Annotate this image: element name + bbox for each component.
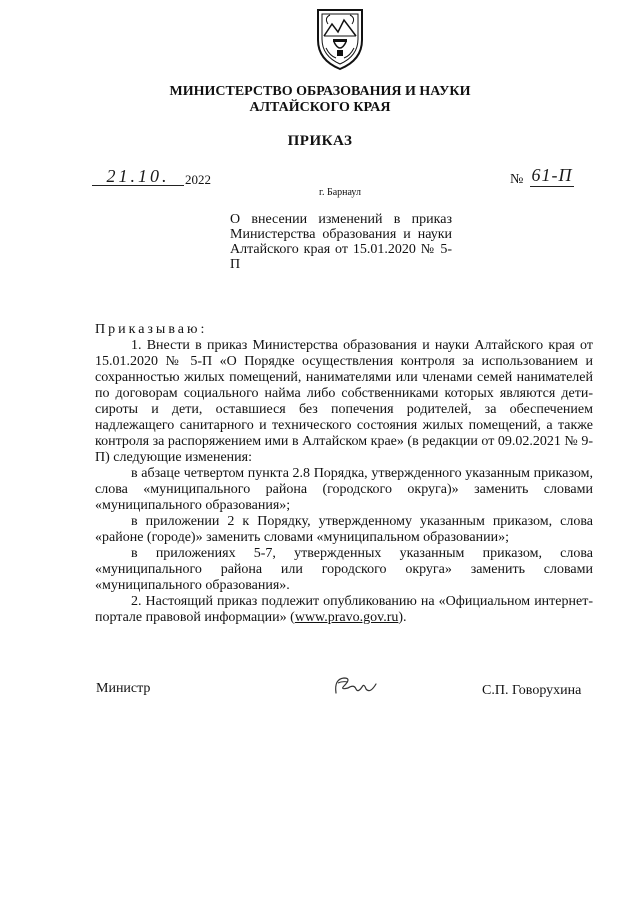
paragraph-2: в абзаце четвертом пункта 2.8 Порядка, утвержденного указанным приказом, слова «муниципального района (городского округа)» заменить словами «муниципального образования»; xyxy=(95,466,593,513)
paragraph-5-end: ). xyxy=(398,610,407,625)
handwritten-order-number: 61-П xyxy=(531,165,573,185)
order-body xyxy=(95,338,593,626)
handwritten-date: 21.10. xyxy=(92,167,184,186)
signer-title: Министр xyxy=(96,681,151,696)
preamble: Приказываю: xyxy=(95,322,208,337)
signer-name: С.П. Говорухина xyxy=(482,683,582,698)
paragraph-5-text: 2. Настоящий приказ подлежит опубликованию на «Официальном интернет-портале правовой информации» ( xyxy=(95,594,593,625)
handwritten-signature-icon xyxy=(330,673,380,699)
paragraph-5 xyxy=(95,594,593,626)
order-subject: О внесении изменений в приказ Министерства образования и науки Алтайского края от 15.01.2020 № 5-П xyxy=(230,212,452,272)
date-year: 2022 xyxy=(185,172,211,187)
ministry-name-line1: МИНИСТЕРСТВО ОБРАЗОВАНИЯ И НАУКИ xyxy=(169,84,471,99)
pravo-gov-link[interactable]: www.pravo.gov.ru xyxy=(294,610,399,625)
paragraph-3: в приложении 2 к Порядку, утвержденному указанным приказом, слова «районе (городе)» заменить словами «муниципальном образовании»; xyxy=(95,514,593,545)
number-sign: № xyxy=(510,172,524,187)
city-name: г. Барнаул xyxy=(319,187,361,198)
paragraph-1: 1. Внести в приказ Министерства образования и науки Алтайского края от 15.01.2020 № 5-П «О Порядке осуществления контроля за использованием и сохранностью жилых помещений, нанимателями или членами семей нанимателей по договорам социального найма либо собственниками которых являются дети-сироты и дети, оставшиеся без попечения родителей, за обеспечением надлежащего санитарного и технического состояния жилых помещений, а также контроля за распоряжением ими в Алтайском крае» (в редакции от 09.02.2021 № 9-П) следующие изменения: xyxy=(95,338,593,465)
ministry-name-line2: АЛТАЙСКОГО КРАЯ xyxy=(249,100,391,115)
altai-coat-of-arms-icon xyxy=(312,6,368,72)
document-type-title: ПРИКАЗ xyxy=(287,133,353,149)
paragraph-4: в приложениях 5-7, утвержденных указанным приказом, слова «муниципального района или городского округа» заменить словами «муниципального образования». xyxy=(95,546,593,593)
